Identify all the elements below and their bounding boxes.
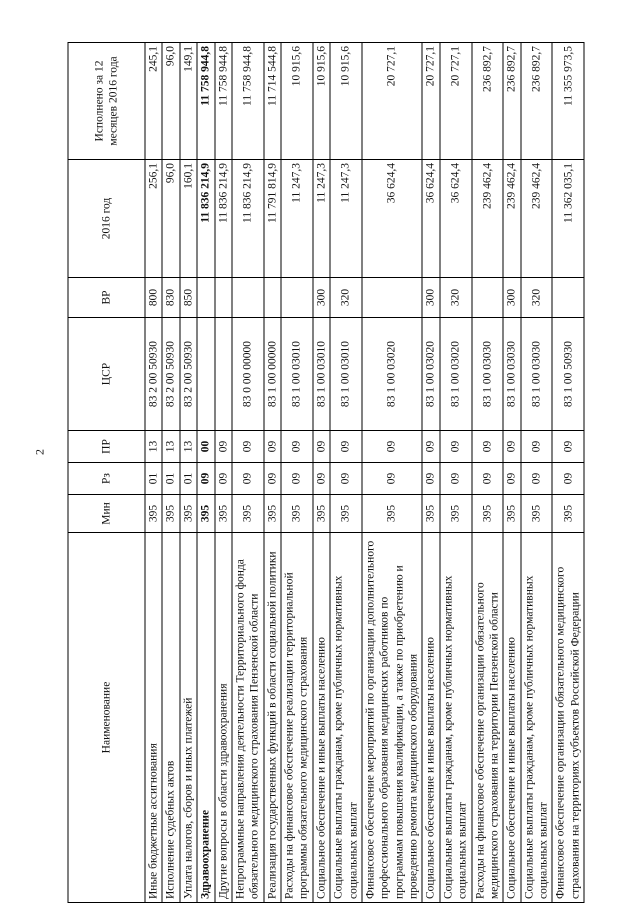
table-row (521, 43, 553, 903)
row-rz-cell: 09 (472, 463, 504, 495)
table-row (422, 43, 439, 903)
row-name-cell: Уплата налогов, сборов и иных платежей (180, 533, 197, 903)
page-number: 2 (32, 449, 47, 455)
budget-table-rotated (68, 43, 593, 903)
row-vr-cell (472, 278, 504, 318)
header-executed-12-months: Исполнено за 12 месяцев 2016 года (68, 43, 145, 160)
row-exec-cell: 11 758 944,8 (215, 43, 232, 160)
table-row (145, 43, 162, 903)
table-row (472, 43, 504, 903)
table-row (215, 43, 232, 903)
row-plan-cell: 11 836 214,9 (215, 160, 232, 278)
row-vr-cell (264, 278, 281, 318)
row-vr-cell: 300 (503, 278, 520, 318)
table-row (362, 43, 423, 903)
row-name-cell: Здравоохранение (197, 533, 214, 903)
table-row (232, 43, 264, 903)
header-name: Наименование (68, 533, 145, 903)
row-csr-cell: 83 1 00 50930 (552, 318, 584, 431)
row-pr-cell: 09 (521, 431, 553, 463)
table-row (503, 43, 520, 903)
row-csr-cell: 83 2 00 50930 (145, 318, 162, 431)
row-csr-cell (215, 318, 232, 431)
row-exec-cell: 245,1 (145, 43, 162, 160)
row-name-cell: Расходы на финансовое обеспечение реализации территориальной программы обязательного медицинского страхования (281, 533, 313, 903)
table-row (281, 43, 313, 903)
row-plan-cell: 96,0 (162, 160, 179, 278)
row-plan-cell: 36 624,4 (422, 160, 439, 278)
row-vr-cell: 300 (313, 278, 330, 318)
row-name-cell: Реализация государственных функций в области социальной политики (264, 533, 281, 903)
row-min-cell: 395 (232, 495, 264, 533)
header-rz: Рз (68, 463, 145, 495)
row-name-cell: Финансовое обеспечение мероприятий по организации дополнительного профессионального образования медицинских работников по программам повышения квалификации, а также по приобретению и проведению ремонта медицинского оборудования (362, 533, 423, 903)
row-csr-cell: 83 1 00 03020 (440, 318, 472, 431)
row-vr-cell: 850 (180, 278, 197, 318)
row-name-cell: Иные бюджетные ассигнования (145, 533, 162, 903)
row-csr-cell: 83 1 00 03030 (472, 318, 504, 431)
row-min-cell: 395 (264, 495, 281, 533)
row-min-cell: 395 (521, 495, 553, 533)
table-header-row (68, 43, 145, 903)
row-csr-cell: 83 1 00 03010 (313, 318, 330, 431)
row-exec-cell: 236 892,7 (472, 43, 504, 160)
row-vr-cell (232, 278, 264, 318)
row-rz-cell: 01 (145, 463, 162, 495)
row-plan-cell: 11 836 214,9 (232, 160, 264, 278)
row-rz-cell: 09 (440, 463, 472, 495)
row-vr-cell: 830 (162, 278, 179, 318)
row-name-cell: Социальные выплаты гражданам, кроме публичных нормативных социальных выплат (330, 533, 362, 903)
row-exec-cell: 11 758 944,8 (232, 43, 264, 160)
row-exec-cell: 236 892,7 (521, 43, 553, 160)
row-name-cell: Финансовое обеспечение организации обязательного медицинского страхования на территориях субъектов Российской Федерации (552, 533, 584, 903)
row-plan-cell: 11 362 035,1 (552, 160, 584, 278)
row-name-cell: Исполнение судебных актов (162, 533, 179, 903)
row-exec-cell: 20 727,1 (440, 43, 472, 160)
row-rz-cell: 09 (362, 463, 423, 495)
row-plan-cell: 11 247,3 (313, 160, 330, 278)
row-plan-cell: 11 791 814,9 (264, 160, 281, 278)
row-name-cell: Непрограммные направления деятельности Территориального фонда обязательного медицинского страхования Пензенской области (232, 533, 264, 903)
row-plan-cell: 239 462,4 (472, 160, 504, 278)
row-min-cell: 395 (215, 495, 232, 533)
row-exec-cell: 11 355 973,5 (552, 43, 584, 160)
row-csr-cell: 83 1 00 03010 (330, 318, 362, 431)
row-rz-cell: 09 (215, 463, 232, 495)
row-min-cell: 395 (281, 495, 313, 533)
row-exec-cell: 20 727,1 (422, 43, 439, 160)
table-row (313, 43, 330, 903)
row-name-cell: Социальное обеспечение и иные выплаты населению (313, 533, 330, 903)
row-pr-cell: 09 (503, 431, 520, 463)
row-pr-cell: 09 (232, 431, 264, 463)
row-rz-cell: 09 (422, 463, 439, 495)
row-csr-cell (197, 318, 214, 431)
row-plan-cell: 36 624,4 (440, 160, 472, 278)
row-csr-cell: 83 1 00 03020 (362, 318, 423, 431)
table-row (440, 43, 472, 903)
table-body (145, 43, 584, 903)
row-min-cell: 395 (472, 495, 504, 533)
row-min-cell: 395 (197, 495, 214, 533)
row-name-cell: Другие вопросы в области здравоохранения (215, 533, 232, 903)
row-exec-cell: 10 915,6 (281, 43, 313, 160)
row-rz-cell: 09 (521, 463, 553, 495)
row-vr-cell (215, 278, 232, 318)
row-plan-cell: 11 247,3 (281, 160, 313, 278)
row-name-cell: Социальные выплаты гражданам, кроме публичных нормативных социальных выплат (521, 533, 553, 903)
row-plan-cell: 239 462,4 (521, 160, 553, 278)
row-min-cell: 395 (552, 495, 584, 533)
row-pr-cell: 09 (472, 431, 504, 463)
row-csr-cell: 83 2 00 50930 (162, 318, 179, 431)
row-plan-cell: 160,1 (180, 160, 197, 278)
row-pr-cell: 09 (362, 431, 423, 463)
row-vr-cell (552, 278, 584, 318)
row-exec-cell: 20 727,1 (362, 43, 423, 160)
row-vr-cell: 320 (440, 278, 472, 318)
header-vr: ВР (68, 278, 145, 318)
row-exec-cell: 96,0 (162, 43, 179, 160)
table-row (180, 43, 197, 903)
row-pr-cell: 13 (145, 431, 162, 463)
row-plan-cell: 36 624,4 (362, 160, 423, 278)
row-name-cell: Расходы на финансовое обеспечение организации обязательного медицинского страхования на территории Пензенской области (472, 533, 504, 903)
row-pr-cell: 09 (552, 431, 584, 463)
row-min-cell: 395 (440, 495, 472, 533)
row-min-cell: 395 (145, 495, 162, 533)
row-exec-cell: 10 915,6 (313, 43, 330, 160)
row-pr-cell: 09 (422, 431, 439, 463)
row-csr-cell: 83 2 00 50930 (180, 318, 197, 431)
row-rz-cell: 09 (552, 463, 584, 495)
row-rz-cell: 09 (281, 463, 313, 495)
header-csr: ЦСР (68, 318, 145, 431)
table-row (552, 43, 584, 903)
row-pr-cell: 09 (440, 431, 472, 463)
row-name-cell: Социальное обеспечение и иные выплаты населению (422, 533, 439, 903)
row-vr-cell: 320 (521, 278, 553, 318)
row-exec-cell: 10 915,6 (330, 43, 362, 160)
row-vr-cell (281, 278, 313, 318)
row-plan-cell: 256,1 (145, 160, 162, 278)
row-exec-cell: 236 892,7 (503, 43, 520, 160)
row-pr-cell: 13 (162, 431, 179, 463)
header-plan-2016: 2016 год (68, 160, 145, 278)
row-name-cell: Социальное обеспечение и иные выплаты населению (503, 533, 520, 903)
table-row (197, 43, 214, 903)
row-vr-cell (362, 278, 423, 318)
header-min: Мин (68, 495, 145, 533)
row-pr-cell: 09 (330, 431, 362, 463)
row-vr-cell: 800 (145, 278, 162, 318)
row-vr-cell (197, 278, 214, 318)
row-vr-cell: 320 (330, 278, 362, 318)
row-csr-cell: 83 1 00 00000 (264, 318, 281, 431)
row-min-cell: 395 (313, 495, 330, 533)
row-min-cell: 395 (422, 495, 439, 533)
row-min-cell: 395 (362, 495, 423, 533)
row-csr-cell: 83 1 00 03030 (503, 318, 520, 431)
row-csr-cell: 83 1 00 03020 (422, 318, 439, 431)
row-rz-cell: 09 (232, 463, 264, 495)
row-rz-cell: 09 (503, 463, 520, 495)
row-plan-cell: 239 462,4 (503, 160, 520, 278)
row-rz-cell: 09 (330, 463, 362, 495)
header-pr: ПР (68, 431, 145, 463)
row-plan-cell: 11 247,3 (330, 160, 362, 278)
row-pr-cell: 13 (180, 431, 197, 463)
row-csr-cell: 83 1 00 03010 (281, 318, 313, 431)
table-row (264, 43, 281, 903)
row-rz-cell: 09 (313, 463, 330, 495)
row-vr-cell: 300 (422, 278, 439, 318)
budget-table (68, 42, 585, 903)
row-rz-cell: 09 (264, 463, 281, 495)
row-csr-cell: 83 1 00 03030 (521, 318, 553, 431)
row-min-cell: 395 (503, 495, 520, 533)
row-min-cell: 395 (330, 495, 362, 533)
row-name-cell: Социальные выплаты гражданам, кроме публичных нормативных социальных выплат (440, 533, 472, 903)
row-exec-cell: 11 714 544,8 (264, 43, 281, 160)
row-pr-cell: 00 (197, 431, 214, 463)
row-min-cell: 395 (180, 495, 197, 533)
row-rz-cell: 01 (180, 463, 197, 495)
row-pr-cell: 09 (215, 431, 232, 463)
row-rz-cell: 01 (162, 463, 179, 495)
row-min-cell: 395 (162, 495, 179, 533)
row-pr-cell: 09 (313, 431, 330, 463)
row-pr-cell: 09 (264, 431, 281, 463)
row-exec-cell: 11 758 944,8 (197, 43, 214, 160)
row-csr-cell: 83 0 00 00000 (232, 318, 264, 431)
table-row (162, 43, 179, 903)
row-pr-cell: 09 (281, 431, 313, 463)
table-row (330, 43, 362, 903)
row-rz-cell: 09 (197, 463, 214, 495)
row-exec-cell: 149,1 (180, 43, 197, 160)
row-plan-cell: 11 836 214,9 (197, 160, 214, 278)
